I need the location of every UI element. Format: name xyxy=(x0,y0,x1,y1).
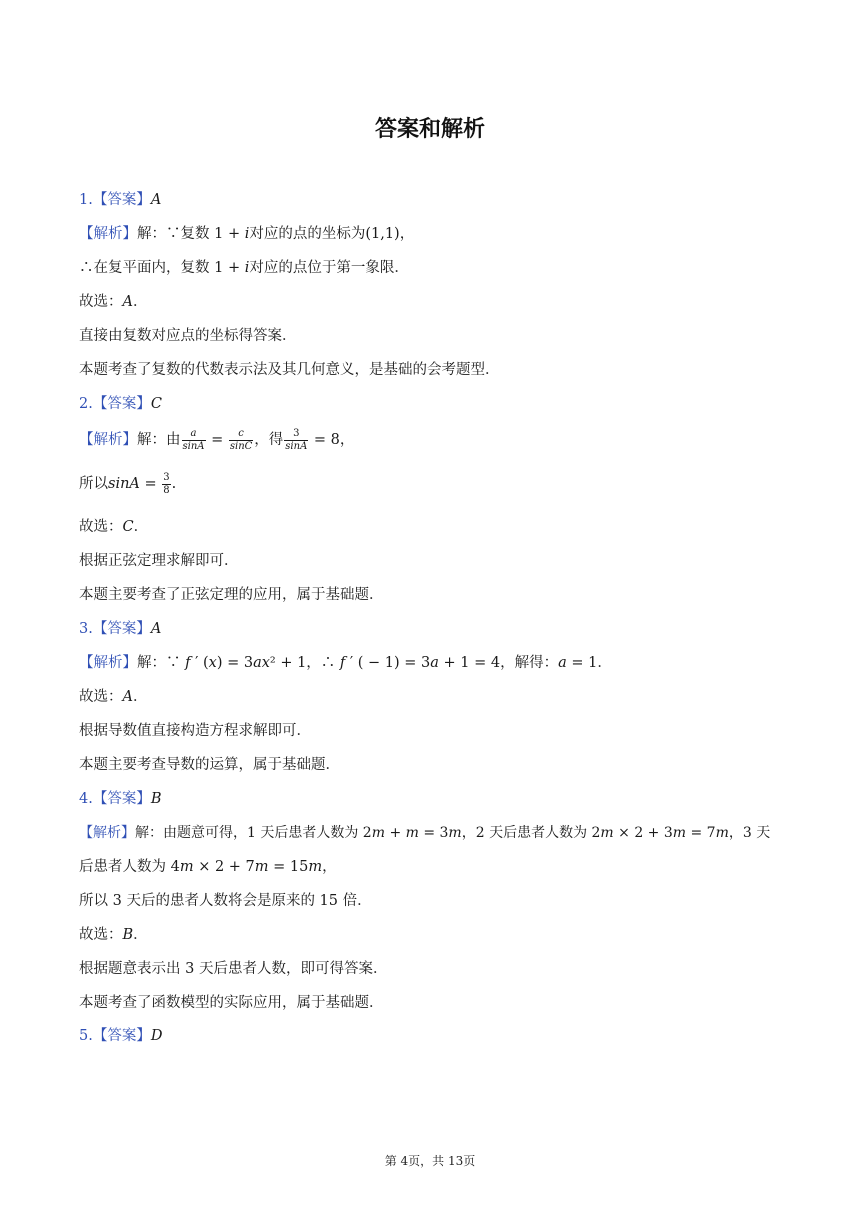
page-footer: 第 4页，共 13页 xyxy=(384,1154,476,1168)
q4-analysis-line-2: 所以 3 天后的患者人数将会是原来的 15 倍． xyxy=(79,893,372,909)
q2-fraction-2 xyxy=(229,428,253,452)
q2-analysis-line-1 xyxy=(79,428,784,453)
q3-answer: A xyxy=(150,621,162,637)
q1-answer-line xyxy=(79,188,784,213)
q2-analysis-line-3: 故选：𝐶． xyxy=(79,519,149,535)
q4-analysis-line-4: 根据题意表示出 3 天后患者人数，即可得答案． xyxy=(79,961,388,977)
q1-analysis-line-4: 直接由复数对应点的坐标得答案． xyxy=(79,328,297,344)
q3-analysis-line-2: 故选：𝐴． xyxy=(79,689,148,705)
q4-analysis-line-5: 本题考查了函数模型的实际应用，属于基础题． xyxy=(79,995,384,1011)
q2-analysis-tag: 【解析】 xyxy=(79,432,137,448)
q5-answer: D xyxy=(150,1028,163,1044)
page-title: 答案和解析 xyxy=(374,117,485,142)
q2-frac1-denominator: 𝑠𝑖𝑛𝐴 xyxy=(182,440,205,452)
q4-analysis-line-3: 故选：𝐵． xyxy=(79,927,148,943)
q2-answer-tag: 【答案】 xyxy=(92,396,151,412)
q2-frac2-denominator: 𝑠𝑖𝑛𝐶 xyxy=(229,440,253,452)
q5-answer-line xyxy=(79,1024,784,1049)
q4-analysis-text-1: 解：由题意可得，1 天后患者人数为 2𝑚 + 𝑚 = 3𝑚，2 天后患者人数为 2𝑚 × 2 + 3𝑚 = 7𝑚，3 天 xyxy=(135,825,771,841)
q3-answer-tag: 【答案】 xyxy=(92,621,151,637)
q2-answer: C xyxy=(150,396,162,412)
q2-frac1-numerator: 𝑎 xyxy=(182,428,206,441)
q3-answer-line xyxy=(79,617,784,642)
q1-number: 1. xyxy=(79,192,93,208)
q1-answer: A xyxy=(150,192,162,208)
q3-analysis-line-4: 本题主要考查导数的运算，属于基础题． xyxy=(79,757,340,773)
q2-analysis-line-4: 根据正弦定理求解即可． xyxy=(79,553,239,569)
q4-number: 4. xyxy=(79,791,93,807)
q3-analysis-tag: 【解析】 xyxy=(79,655,137,671)
q2-frac3-numerator: 3 xyxy=(284,428,308,441)
q2-text-mid: ，得 xyxy=(254,432,284,448)
q4-answer-tag: 【答案】 xyxy=(92,791,151,807)
q3-analysis-text-1: 解：∵ 𝑓 ′ (𝑥) = 3𝑎𝑥² + 1，∴ 𝑓 ′ ( − 1) = 3𝑎 + 1 = 4，解得：𝑎 = 1． xyxy=(137,655,612,671)
q1-analysis-line-2: ∴在复平面内，复数 1 + 𝑖对应的点位于第一象限． xyxy=(79,260,409,276)
q2-equals: = xyxy=(206,432,228,448)
q2-frac3-denominator: 𝑠𝑖𝑛𝐴 xyxy=(285,440,308,452)
q3-analysis-line-1 xyxy=(79,651,784,676)
q2-analysis-line-2 xyxy=(79,472,784,497)
q2-frac4-denominator: 8 xyxy=(163,484,170,496)
q1-analysis-line-1 xyxy=(79,222,784,247)
q2-fraction-1 xyxy=(182,428,206,452)
q5-answer-tag: 【答案】 xyxy=(92,1028,151,1044)
q3-analysis-line-3: 根据导数值直接构造方程求解即可． xyxy=(79,723,311,739)
q2-frac2-numerator: 𝑐 xyxy=(229,428,253,441)
q4-analysis-line-1b: 后患者人数为 4𝑚 × 2 + 7𝑚 = 15𝑚， xyxy=(79,859,337,875)
q1-analysis-line-3: 故选：𝐴． xyxy=(79,294,148,310)
q2-line2-pre: 所以𝑠𝑖𝑛𝐴 = xyxy=(79,476,162,492)
q5-number: 5. xyxy=(79,1028,93,1044)
q4-analysis-tag: 【解析】 xyxy=(79,825,135,841)
q2-fraction-3 xyxy=(284,428,308,452)
q1-analysis-text-1: 解：∵复数 1 + 𝑖对应的点的坐标为(1,1)， xyxy=(137,226,415,242)
q3-number: 3. xyxy=(79,621,93,637)
q1-analysis-tag: 【解析】 xyxy=(79,226,137,242)
q2-text-pre: 解：由 xyxy=(137,432,181,448)
q2-text-post: = 8， xyxy=(309,432,355,448)
q2-answer-line xyxy=(79,392,784,417)
q4-analysis-line-1 xyxy=(79,821,784,846)
q2-number: 2. xyxy=(79,396,93,412)
q2-frac4-numerator: 3 xyxy=(163,472,170,483)
q1-answer-tag: 【答案】 xyxy=(92,192,151,208)
q2-analysis-line-5: 本题主要考查了正弦定理的应用，属于基础题． xyxy=(79,587,384,603)
q1-analysis-line-5: 本题考查了复数的代数表示法及其几何意义，是基础的会考题型． xyxy=(79,362,500,378)
q4-answer-line xyxy=(79,787,784,812)
q2-line2-post: . xyxy=(171,476,177,492)
q4-answer: B xyxy=(150,791,162,807)
q2-fraction-4 xyxy=(162,472,170,496)
